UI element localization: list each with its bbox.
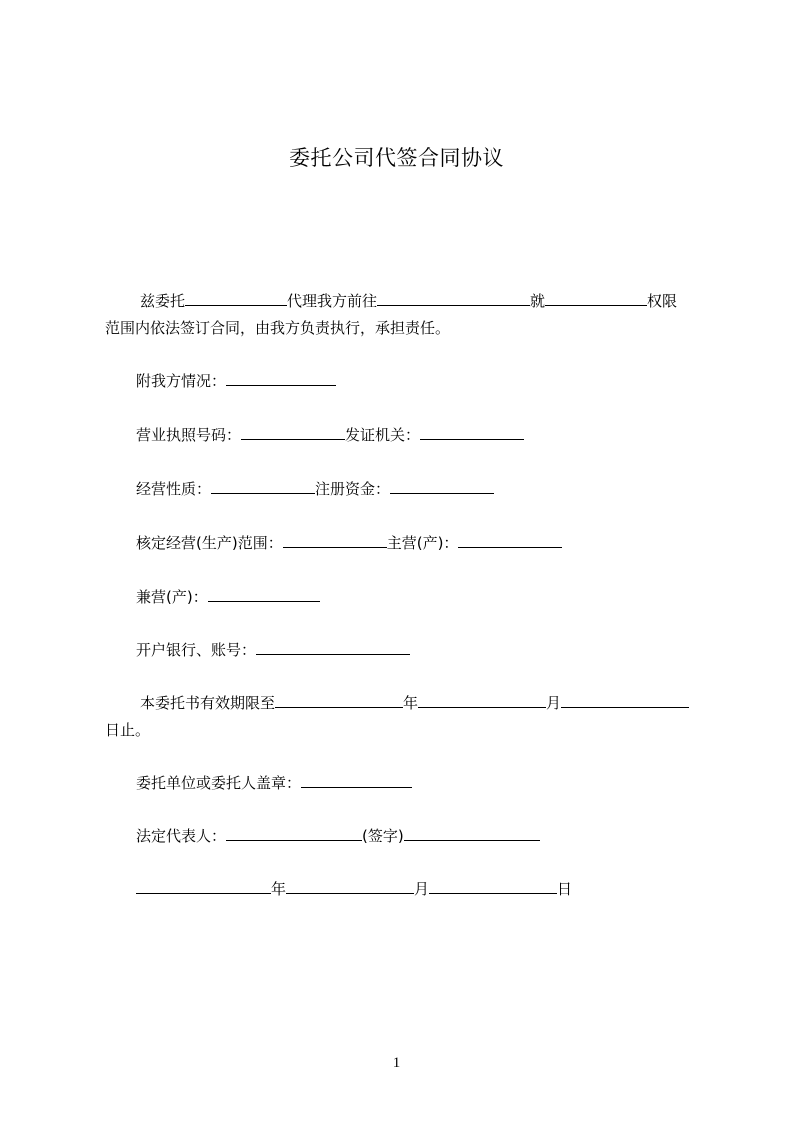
label: 委托单位或委托人盖章：	[136, 774, 302, 792]
attached-info-line	[136, 371, 336, 391]
label: 核定经营(生产)范围：	[136, 534, 283, 552]
validity-line	[140, 693, 689, 713]
capital-blank[interactable]	[390, 479, 494, 494]
text: 权限	[647, 292, 678, 310]
text: 月	[414, 880, 430, 898]
date-month-blank[interactable]	[286, 879, 414, 894]
bank-line	[136, 640, 410, 660]
secondary-business-blank[interactable]	[208, 587, 320, 602]
label: (签字)	[362, 827, 404, 845]
seal-line	[136, 773, 412, 793]
license-number-blank[interactable]	[241, 425, 345, 440]
date-line	[136, 879, 572, 899]
label: 经营性质：	[136, 480, 212, 498]
validity-month-blank[interactable]	[418, 693, 546, 708]
license-line	[136, 425, 524, 445]
text: 兹委托	[140, 292, 186, 310]
text: 年	[403, 694, 419, 712]
text: 年	[271, 880, 287, 898]
bank-account-blank[interactable]	[256, 640, 410, 655]
label: 法定代表人：	[136, 827, 227, 845]
delegation-clause	[140, 291, 677, 311]
issuer-blank[interactable]	[420, 425, 524, 440]
label: 兼营(产)：	[136, 588, 208, 606]
legal-rep-blank[interactable]	[226, 826, 362, 841]
seal-blank[interactable]	[301, 773, 412, 788]
label: 开户银行、账号：	[136, 641, 257, 659]
label: 附我方情况：	[136, 372, 227, 390]
date-day-blank[interactable]	[429, 879, 557, 894]
nature-line	[136, 479, 494, 499]
label: 营业执照号码：	[136, 426, 242, 444]
destination-blank[interactable]	[377, 291, 530, 306]
attached-info-blank[interactable]	[226, 371, 336, 386]
text: 日	[557, 880, 573, 898]
text: 月	[546, 694, 562, 712]
text: 就	[530, 292, 546, 310]
scope-line	[136, 533, 562, 553]
page-number: 1	[392, 1055, 401, 1071]
date-year-blank[interactable]	[136, 879, 271, 894]
label: 主营(产)：	[386, 534, 459, 552]
nature-blank[interactable]	[211, 479, 315, 494]
secondary-line	[136, 587, 320, 607]
matter-blank[interactable]	[545, 291, 647, 306]
label: 发证机关：	[345, 426, 421, 444]
validity-year-blank[interactable]	[275, 693, 403, 708]
text: 代理我方前往	[287, 292, 378, 310]
validity-day-blank[interactable]	[561, 693, 689, 708]
signature-blank[interactable]	[404, 826, 540, 841]
main-business-blank[interactable]	[458, 533, 562, 548]
scope-blank[interactable]	[283, 533, 387, 548]
label: 本委托书有效期限至	[140, 694, 276, 712]
validity-line2: 日止。	[105, 721, 151, 739]
legal-rep-line	[136, 826, 540, 846]
document-title: 委托公司代签合同协议	[289, 146, 504, 170]
agent-blank[interactable]	[185, 291, 287, 306]
label: 注册资金：	[315, 480, 391, 498]
delegation-clause-line2: 范围内依法签订合同，由我方负责执行，承担责任。	[105, 319, 451, 337]
